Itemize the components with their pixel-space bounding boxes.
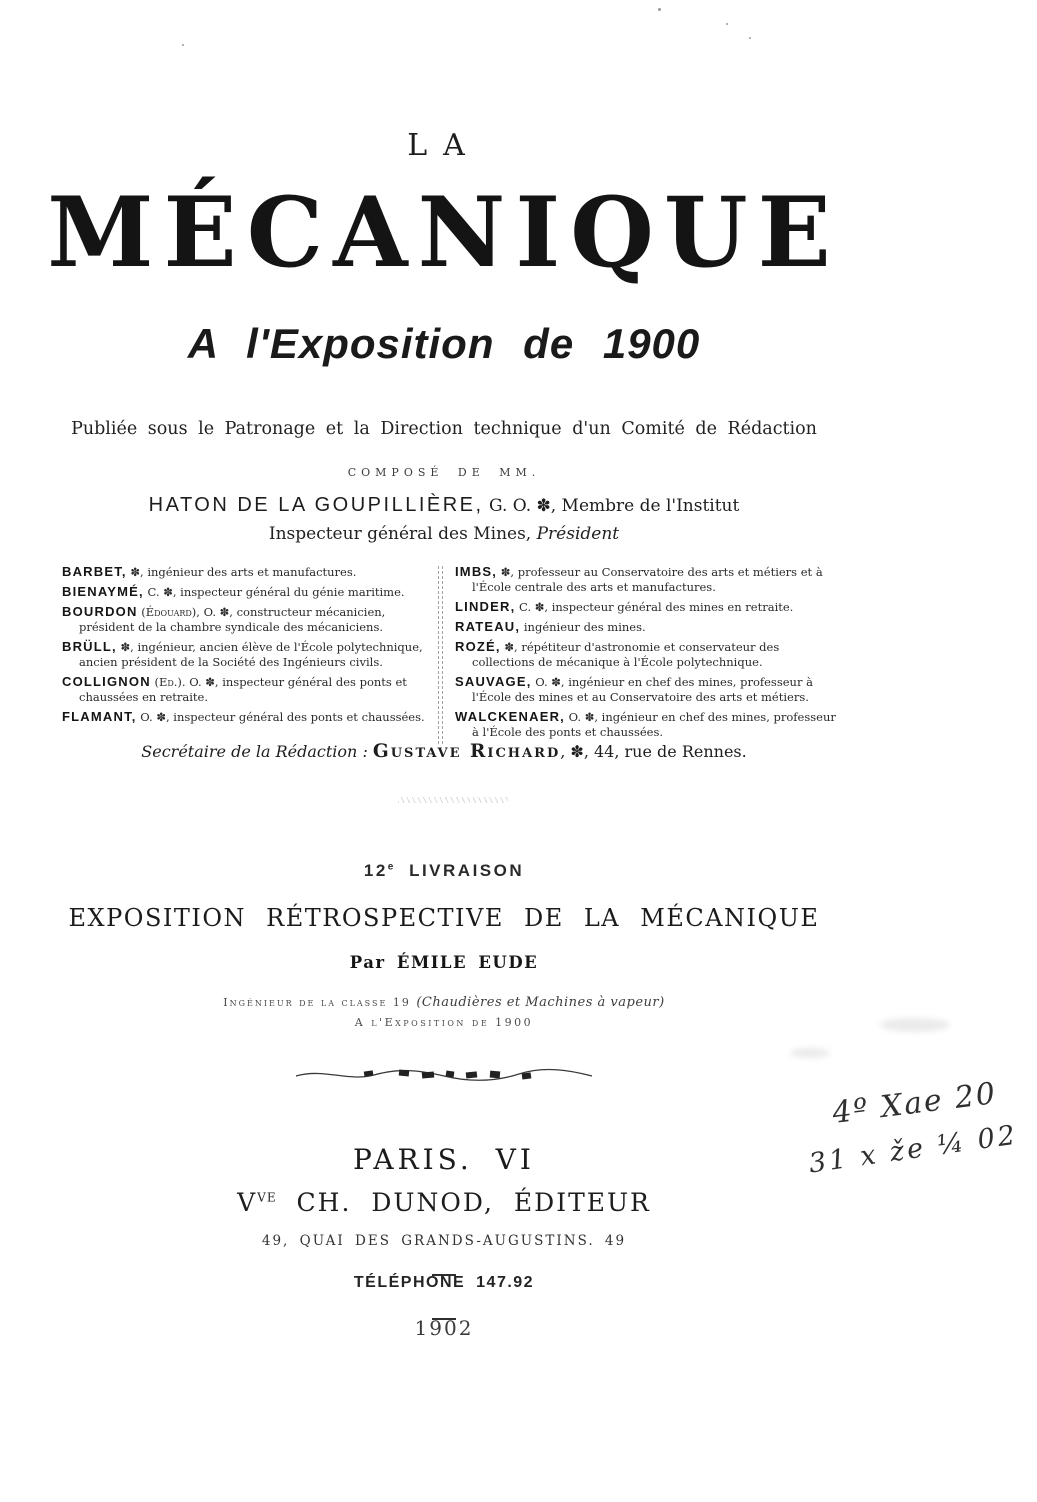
president-line <box>0 494 888 517</box>
imprint-address: 49, QUAI DES GRANDS-AUGUSTINS. 49 <box>261 1233 627 1249</box>
scan-speck <box>726 23 728 25</box>
president-name: HATON DE LA GOUPILLIÈRE, <box>148 494 484 516</box>
composed-by-line: COMPOSÉ DE MM. <box>347 466 541 479</box>
committee-member-flamant: FLAMANT, O. ✽, inspecteur général des ponts et chaussées. <box>62 709 425 724</box>
secretary-line <box>0 741 888 762</box>
committee-member-collignon: COLLIGNON (Ed.). O. ✽, inspecteur général des ponts et chaussées en retraite. <box>62 674 407 704</box>
patronage-line: Publiée sous le Patronage et la Direction technique d'un Comité de Rédaction <box>71 419 817 439</box>
committee-member-linder: LINDER, C. ✽, inspecteur général des mines en retraite. <box>455 599 794 614</box>
scan-speck <box>182 44 184 46</box>
issue-number: 12e LIVRAISON <box>363 861 525 880</box>
president-title: Président <box>536 524 620 544</box>
secretary-address: , ✽, 44, rue de Rennes. <box>560 742 747 761</box>
committee-member-bienayme: BIENAYMÉ, C. ✽, inspecteur général du génie maritime. <box>62 584 405 599</box>
committee-member-roze: ROZÉ, ✽, répétiteur d'astronomie et conservateur des collections de mécanique à l'École polytechnique. <box>455 639 780 669</box>
imprint-city: PARIS. VI <box>353 1143 535 1176</box>
scan-smudge <box>790 1048 830 1058</box>
president-role-line <box>0 524 888 544</box>
secretary-label: Secrétaire de la Rédaction : <box>141 742 373 761</box>
committee-column-right <box>445 564 840 744</box>
author-line: Par ÉMILE EUDE <box>349 953 539 972</box>
handwritten-note-2: 31 x že ¼ 02 <box>806 1119 1020 1180</box>
committee-member-imbs: IMBS, ✽, professeur au Conservatoire des arts et métiers et à l'École centrale des arts et manufactures. <box>455 564 823 594</box>
imprint-publisher: $V^{VE}$ CH. DUNOD, ÉDITEUR <box>237 1188 651 1217</box>
scan-smudge <box>880 1018 950 1032</box>
president-role: Inspecteur général des Mines, <box>268 524 537 544</box>
section-title: EXPOSITION RÉTROSPECTIVE DE LA MÉCANIQUE <box>68 904 820 932</box>
ornament-squiggle-icon <box>294 1062 594 1088</box>
author-role-line2: A l'Exposition de 1900 <box>354 1016 534 1029</box>
author-role-line1: Ingénieur de la classe 19 (Chaudières et Machines à vapeur) <box>223 995 665 1010</box>
committee-member-walckenaer: WALCKENAER, O. ✽, ingénieur en chef des mines, professeur à l'École des ponts et chaussées. <box>455 709 836 739</box>
imprint-year: 1902 <box>414 1316 474 1340</box>
imprint-phone: TÉLÉPHONE 147.92 <box>353 1274 535 1291</box>
committee-member-barbet: BARBET, ✽, ingénieur des arts et manufactures. <box>62 564 357 579</box>
secretary-name: Gustave Richard <box>372 741 561 762</box>
committee-member-rateau: RATEAU, ingénieur des mines. <box>455 619 646 634</box>
committee-column-left <box>62 564 434 744</box>
committee-member-brull: BRÜLL, ✽, ingénieur, ancien élève de l'École polytechnique, ancien président de la Société des Ingénieurs civils. <box>62 639 423 669</box>
handwritten-note-1: 4º Xae 20 <box>830 1076 999 1131</box>
scan-speck <box>658 8 661 11</box>
series-article: LA <box>407 128 481 163</box>
ornament-divider <box>0 1062 888 1092</box>
committee-member-sauvage: SAUVAGE, O. ✽, ingénieur en chef des mines, professeur à l'École des mines et au Conservatoire des arts et métiers. <box>455 674 813 704</box>
committee-list <box>62 564 840 744</box>
president-honors: G. O. ✽, Membre de l'Institut <box>483 496 740 516</box>
scan-speck <box>749 37 751 39</box>
page-title: MÉCANIQUE <box>47 176 841 289</box>
column-divider <box>438 566 443 744</box>
page-subtitle: A l'Exposition de 1900 <box>187 320 701 367</box>
faint-scan-mark <box>398 797 508 803</box>
committee-member-bourdon: BOURDON (Édouard), O. ✽, constructeur mécanicien, président de la chambre syndicale des mécaniciens. <box>62 604 386 634</box>
